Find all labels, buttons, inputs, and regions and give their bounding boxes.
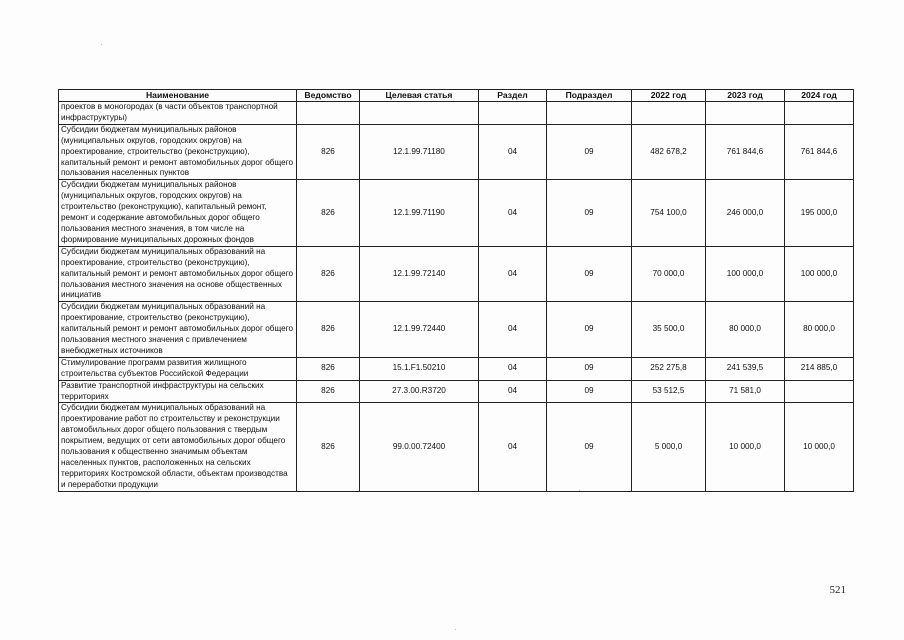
table-row — [59, 380, 854, 403]
cell-2022: 53 512,5 — [632, 380, 706, 403]
cell-article: 12.1.99.71190 — [360, 180, 479, 246]
cell-article: 12.1.99.72140 — [360, 246, 479, 302]
cell-subsection: 09 — [547, 357, 632, 380]
cell-section: 04 — [479, 403, 547, 491]
cell-name: Субсидии бюджетам муниципальных образований на проектирование, строительство (реконструкцию), капитальный ремонт и ремонт автомобильных дорог общего пользования местного значения на основе общественных инициатив — [59, 246, 297, 302]
cell-2024: 214 885,0 — [785, 357, 854, 380]
header-2022: 2022 год — [632, 90, 706, 102]
cell-2024: 761 844,6 — [785, 124, 854, 180]
cell-section: 04 — [479, 302, 547, 358]
cell-name: Субсидии бюджетам муниципальных образований на проектирование работ по строительству и реконструкции автомобильных дорог общего пользования с твердым покрытием, ведущих от сети автомобильных дорог общего пользования к общественно значимым объектам населенных пунктов, расположенных на сельских территориях Костромской области, объектам производства и переработки продукции — [59, 403, 297, 491]
cell-name: проектов в моногородах (в части объектов транспортной инфраструктуры) — [59, 102, 297, 125]
table-row — [59, 124, 854, 180]
cell-2024: 80 000,0 — [785, 302, 854, 358]
cell-article: 99.0.00.72400 — [360, 403, 479, 491]
cell-name: Стимулирование программ развития жилищного строительства субъектов Российской Федерации — [59, 357, 297, 380]
cell-dept: 826 — [297, 180, 360, 246]
cell-dept — [297, 102, 360, 125]
cell-name: Развитие транспортной инфраструктуры на сельских территориях — [59, 380, 297, 403]
cell-article: 27.3.00.R3720 — [360, 380, 479, 403]
cell-2023: 80 000,0 — [706, 302, 785, 358]
cell-2023: 100 000,0 — [706, 246, 785, 302]
cell-2022 — [632, 102, 706, 125]
cell-dept: 826 — [297, 357, 360, 380]
cell-2024 — [785, 380, 854, 403]
cell-2023: 761 844,6 — [706, 124, 785, 180]
table-body — [59, 102, 854, 492]
cell-dept: 826 — [297, 380, 360, 403]
cell-2022: 70 000,0 — [632, 246, 706, 302]
cell-subsection: 09 — [547, 246, 632, 302]
table-row — [59, 102, 854, 125]
cell-section: 04 — [479, 124, 547, 180]
cell-subsection: 09 — [547, 380, 632, 403]
cell-dept: 826 — [297, 124, 360, 180]
cell-name: Субсидии бюджетам муниципальных районов (муниципальных округов, городских округов) на проектирование, строительство (реконструкцию), капитальный ремонт и ремонт автомобильных дорог общего пользования населенных пунктов — [59, 124, 297, 180]
cell-2024: 10 000,0 — [785, 403, 854, 491]
cell-subsection: 09 — [547, 180, 632, 246]
table-row — [59, 246, 854, 302]
cell-2023: 246 000,0 — [706, 180, 785, 246]
header-2024: 2024 год — [785, 90, 854, 102]
cell-2023: 10 000,0 — [706, 403, 785, 491]
cell-dept: 826 — [297, 302, 360, 358]
cell-section: 04 — [479, 357, 547, 380]
cell-subsection — [547, 102, 632, 125]
cell-2022: 35 500,0 — [632, 302, 706, 358]
page-number: 521 — [829, 584, 846, 596]
table-row — [59, 180, 854, 246]
table-row — [59, 357, 854, 380]
table-header-row — [59, 90, 854, 102]
cell-article: 12.1.99.71180 — [360, 124, 479, 180]
cell-2022: 482 678,2 — [632, 124, 706, 180]
cell-section: 04 — [479, 380, 547, 403]
cell-section — [479, 102, 547, 125]
cell-article — [360, 102, 479, 125]
cell-subsection: 09 — [547, 302, 632, 358]
cell-2022: 754 100,0 — [632, 180, 706, 246]
scan-speck — [101, 44, 102, 45]
budget-table — [58, 89, 854, 492]
header-subsection: Подраздел — [547, 90, 632, 102]
cell-2022: 5 000,0 — [632, 403, 706, 491]
header-dept: Ведомство — [297, 90, 360, 102]
cell-2023: 241 539,5 — [706, 357, 785, 380]
cell-article: 12.1.99.72440 — [360, 302, 479, 358]
header-section: Раздел — [479, 90, 547, 102]
table-row — [59, 403, 854, 491]
cell-2024: 195 000,0 — [785, 180, 854, 246]
cell-dept: 826 — [297, 246, 360, 302]
cell-section: 04 — [479, 180, 547, 246]
cell-name: Субсидии бюджетам муниципальных районов (муниципальных округов, городских округов) на строительство (реконструкцию), капитальный ремонт, ремонт и содержание автомобильных дорог общего пользования местного значения, в том числе на формирование муниципальных дорожных фондов — [59, 180, 297, 246]
cell-2023: 71 581,0 — [706, 380, 785, 403]
cell-section: 04 — [479, 246, 547, 302]
header-name: Наименование — [59, 90, 297, 102]
cell-dept: 826 — [297, 403, 360, 491]
cell-2023 — [706, 102, 785, 125]
table-row — [59, 302, 854, 358]
cell-subsection: 09 — [547, 124, 632, 180]
cell-name: Субсидии бюджетам муниципальных образований на проектирование, строительство (реконструкцию), капитальный ремонт и ремонт автомобильных дорог общего пользования местного значения с привлечением внебюджетных источников — [59, 302, 297, 358]
scan-speck — [455, 629, 456, 630]
cell-2024 — [785, 102, 854, 125]
cell-2024: 100 000,0 — [785, 246, 854, 302]
cell-2022: 252 275,8 — [632, 357, 706, 380]
header-2023: 2023 год — [706, 90, 785, 102]
cell-subsection: 09 — [547, 403, 632, 491]
header-article: Целевая статья — [360, 90, 479, 102]
cell-article: 15.1.F1.50210 — [360, 357, 479, 380]
